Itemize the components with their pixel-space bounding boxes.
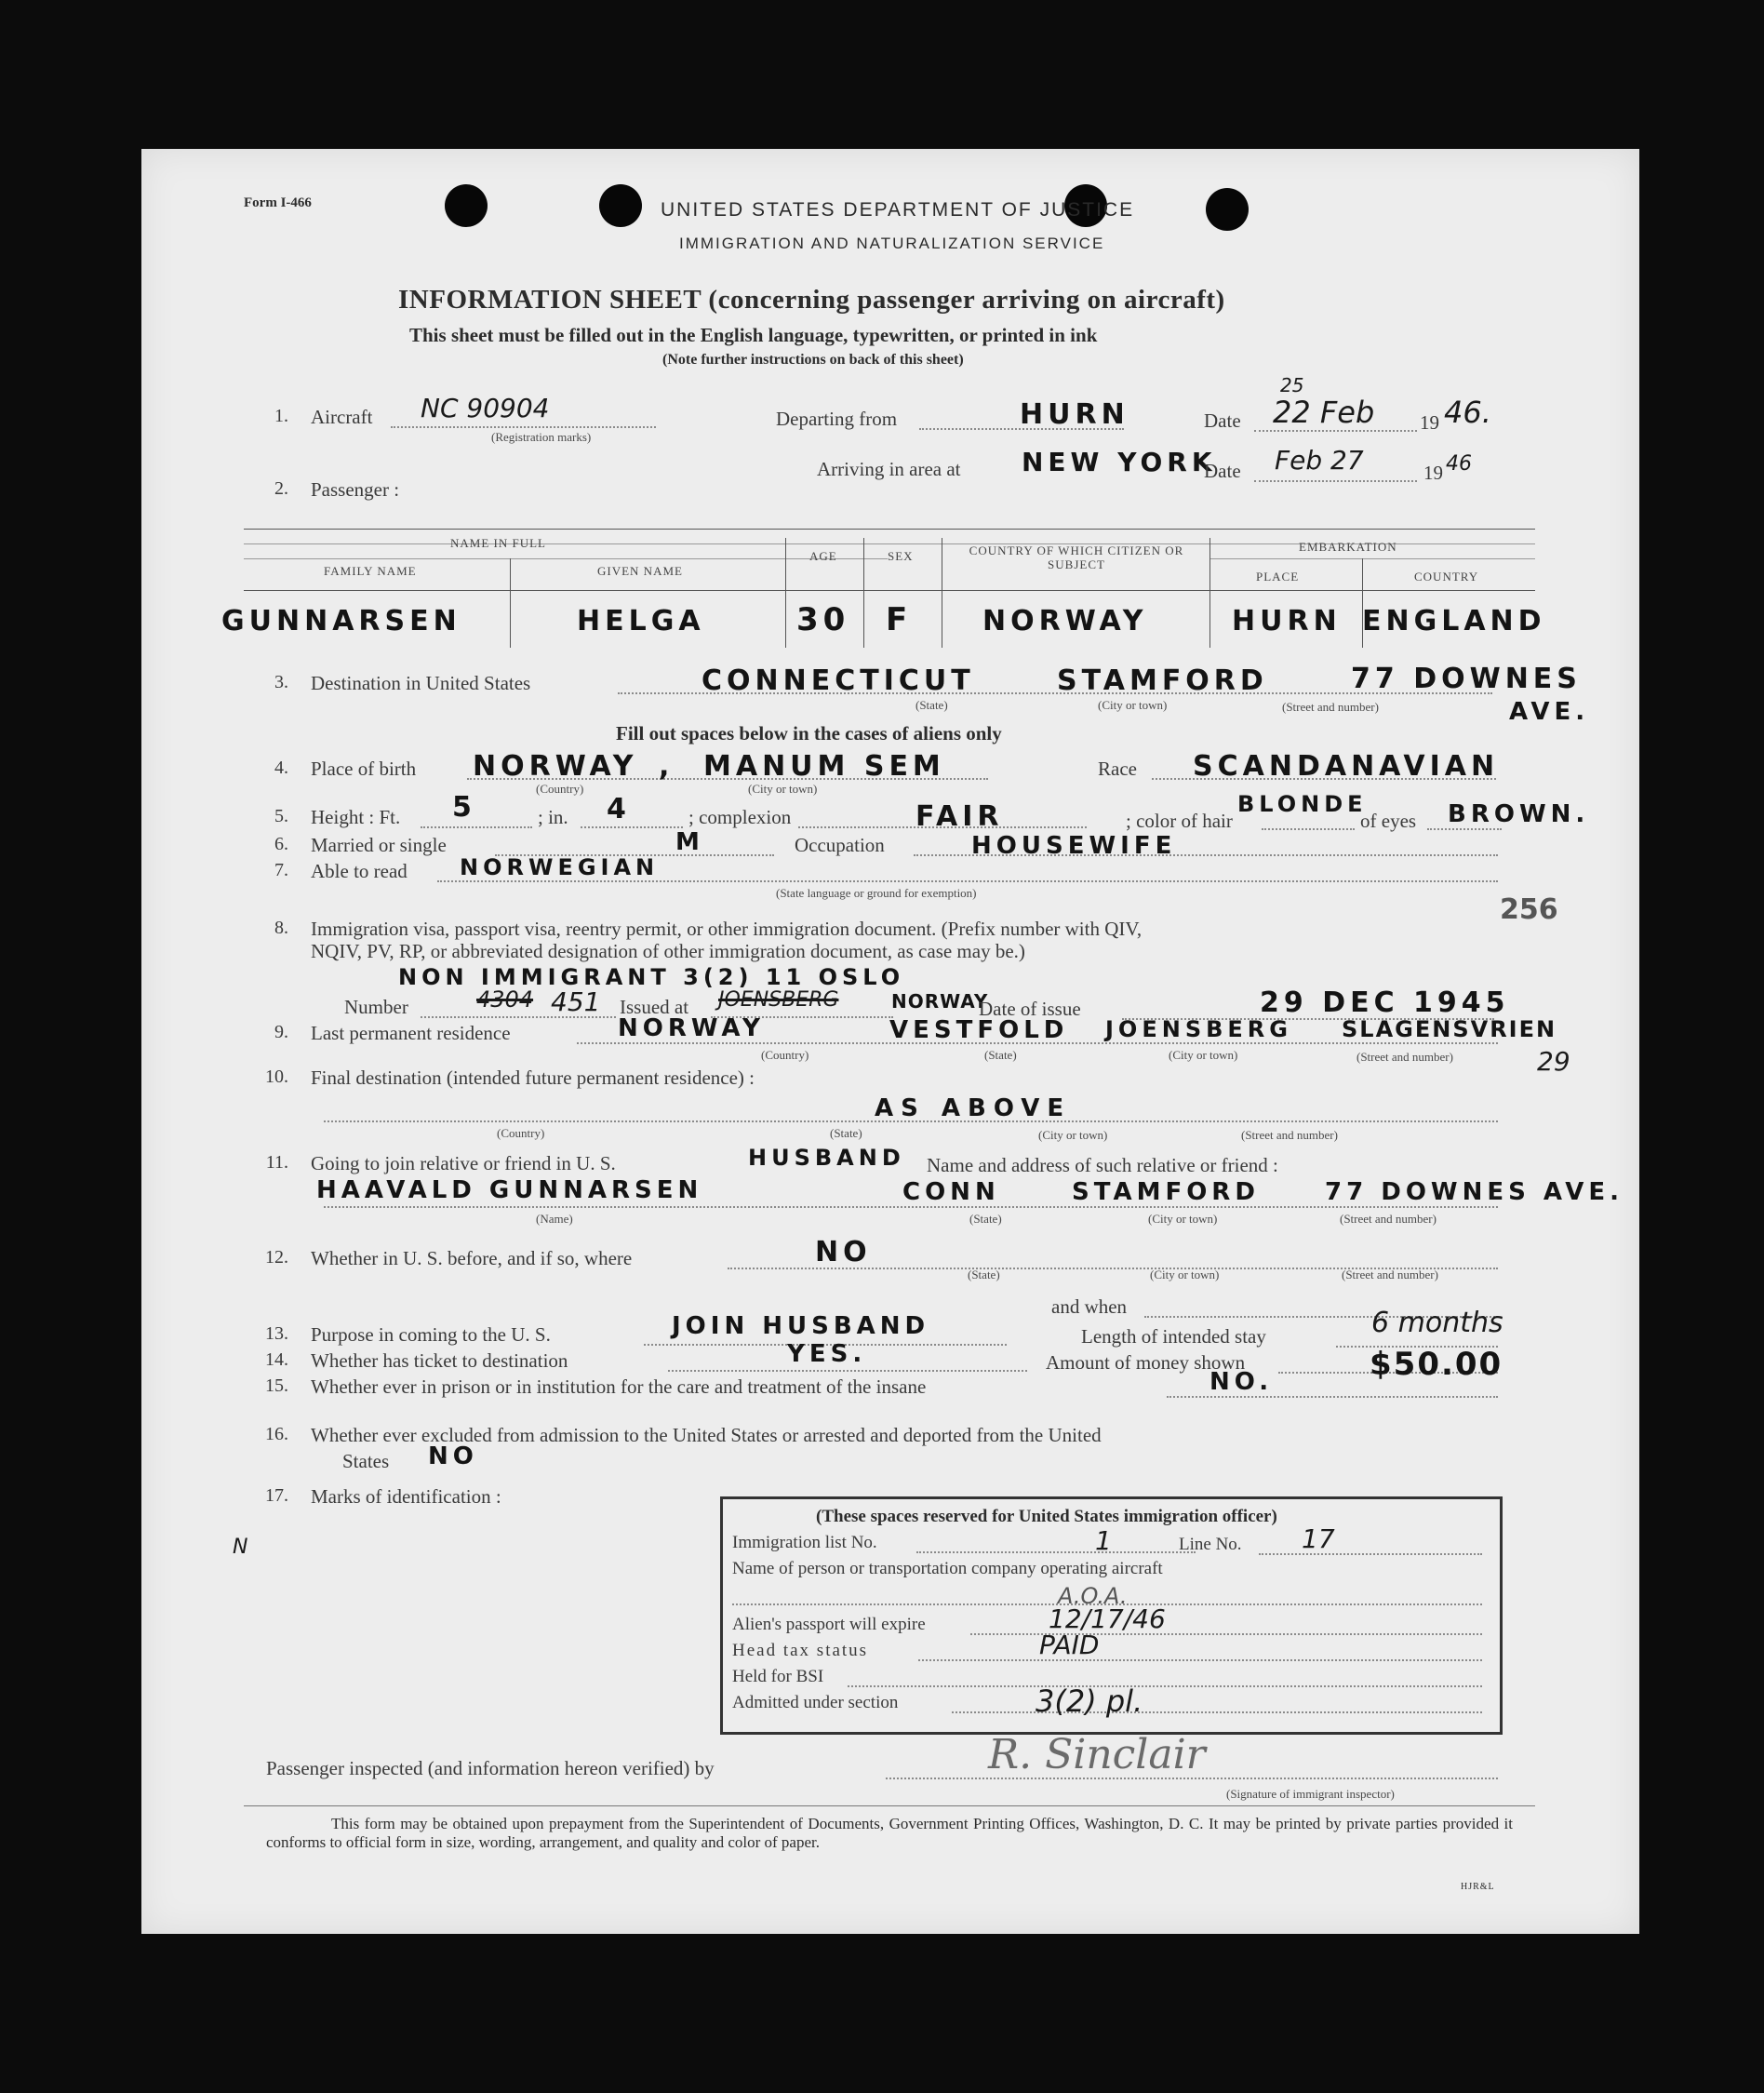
ticket-label: Whether has ticket to destination bbox=[311, 1349, 568, 1372]
given-name-value: HELGA bbox=[577, 605, 705, 637]
marks-note: N bbox=[233, 1536, 248, 1559]
excluded-label-2: States bbox=[342, 1450, 390, 1472]
relative-city-value: STAMFORD bbox=[1072, 1178, 1260, 1206]
dest-street-value-2: AVE. bbox=[1509, 698, 1590, 726]
visa-type-value: NON IMMIGRANT 3(2) 11 OSLO bbox=[398, 964, 905, 990]
item-number: 2. bbox=[274, 478, 288, 499]
in-us-before-label: Whether in U. S. before, and if so, where bbox=[311, 1247, 633, 1269]
hair-label: ; color of hair bbox=[1126, 810, 1233, 832]
going-to-join-label: Going to join relative or friend in U. S. bbox=[311, 1152, 616, 1174]
immigration-visa-label-2: NQIV, PV, RP, or abbreviated designation of other immigration document, as case may be.) bbox=[311, 940, 1025, 962]
officer-box-title: (These spaces reserved for United States immigration officer) bbox=[816, 1507, 1277, 1526]
race-label: Race bbox=[1098, 758, 1137, 780]
country-citizen-header: COUNTRY OF WHICH CITIZEN OR SUBJECT bbox=[969, 543, 1184, 571]
arriving-at-label: Arriving in area at bbox=[817, 458, 961, 480]
arriving-at-value: NEW YORK bbox=[1022, 447, 1217, 477]
aircraft-value: NC 90904 bbox=[421, 393, 550, 423]
complexion-label: ; complexion bbox=[688, 806, 792, 828]
marks-of-identification-label: Marks of identification : bbox=[311, 1485, 501, 1508]
immigration-list-label: Immigration list No. bbox=[732, 1533, 877, 1552]
relative-street-caption: (Street and number) bbox=[1340, 1212, 1437, 1226]
visa-number-struck: 4304 bbox=[476, 986, 534, 1013]
immigration-list-value: 1 bbox=[1095, 1525, 1112, 1556]
age-header: AGE bbox=[809, 549, 837, 563]
item-number: 3. bbox=[274, 672, 288, 692]
final-city-caption: (City or town) bbox=[1038, 1128, 1108, 1142]
visa-reference-value: 256 bbox=[1500, 893, 1558, 926]
issued-at-struck: JOENSBERG bbox=[718, 988, 839, 1012]
dest-state-value: CONNECTICUT bbox=[702, 664, 975, 697]
item-number: 11. bbox=[265, 1152, 288, 1173]
aliens-only-heading: Fill out spaces below in the cases of aliens only bbox=[616, 722, 1002, 745]
punch-hole bbox=[1206, 188, 1249, 231]
money-value: $50.00 bbox=[1370, 1346, 1503, 1383]
departure-date-correction: 25 bbox=[1280, 374, 1304, 396]
final-country-caption: (Country) bbox=[497, 1126, 545, 1140]
destination-label: Destination in United States bbox=[311, 672, 531, 694]
money-label: Amount of money shown bbox=[1046, 1351, 1246, 1374]
footer-text: This form may be obtained upon prepayment from the Superintendent of Documents, Government Printing Offices, Washington, D. C. It may be printed by private parties provided it conforms to official form in size, wording, arrangement, and quality and color of paper. bbox=[266, 1815, 1513, 1851]
item-number: 8. bbox=[274, 918, 288, 938]
arrival-date-label: Date bbox=[1204, 460, 1241, 482]
signature-caption: (Signature of immigrant inspector) bbox=[1226, 1787, 1395, 1801]
punch-hole bbox=[445, 184, 488, 227]
res-street-caption: (Street and number) bbox=[1356, 1050, 1453, 1064]
admitted-under-label: Admitted under section bbox=[732, 1693, 899, 1712]
in-us-city-caption: (City or town) bbox=[1150, 1268, 1220, 1281]
occupation-value: HOUSEWIFE bbox=[971, 832, 1177, 860]
departure-date-value: 22 Feb bbox=[1273, 395, 1375, 430]
state-language-caption: (State language or ground for exemption) bbox=[776, 886, 977, 900]
height-ft-value: 5 bbox=[452, 791, 476, 824]
departure-year-value: 46. bbox=[1444, 395, 1491, 430]
hair-value: BLONDE bbox=[1237, 791, 1368, 817]
dest-street-value: 77 DOWNES bbox=[1351, 663, 1582, 695]
final-destination-value: AS ABOVE bbox=[875, 1094, 1072, 1122]
excluded-label: Whether ever excluded from admission to the United States or arrested and deported from the United bbox=[311, 1424, 1102, 1446]
given-name-header: GIVEN NAME bbox=[597, 564, 683, 578]
operator-label: Name of person or transportation company operating aircraft bbox=[732, 1559, 1163, 1578]
dest-state-caption: (State) bbox=[915, 698, 948, 712]
final-state-caption: (State) bbox=[830, 1126, 862, 1140]
item-number: 14. bbox=[265, 1349, 288, 1370]
place-of-birth-label: Place of birth bbox=[311, 758, 417, 780]
sex-header: SEX bbox=[888, 549, 914, 563]
age-value: 30 bbox=[796, 601, 850, 638]
relative-state-value: CONN bbox=[902, 1178, 1000, 1206]
dest-street-caption: (Street and number) bbox=[1282, 700, 1379, 714]
item-number: 4. bbox=[274, 758, 288, 778]
departing-from-value: HURN bbox=[1020, 398, 1129, 431]
able-to-read-label: Able to read bbox=[311, 860, 408, 882]
passport-expire-value: 12/17/46 bbox=[1049, 1603, 1166, 1634]
name-and-address-label: Name and address of such relative or friend : bbox=[927, 1154, 1278, 1176]
ticket-value: YES. bbox=[787, 1340, 867, 1368]
marital-value: M bbox=[675, 828, 704, 856]
printer-mark: HJR&L bbox=[1461, 1882, 1495, 1892]
item-number: 16. bbox=[265, 1424, 288, 1444]
last-residence-label: Last permanent residence bbox=[311, 1022, 511, 1044]
item-number: 5. bbox=[274, 806, 288, 826]
item-number: 13. bbox=[265, 1323, 288, 1344]
height-in-label: ; in. bbox=[538, 806, 568, 828]
date-of-issue-label: Date of issue bbox=[979, 998, 1081, 1020]
length-of-stay-value: 6 months bbox=[1371, 1307, 1503, 1339]
arrival-year-prefix: 19 bbox=[1423, 462, 1443, 484]
prison-label: Whether ever in prison or in institution for the care and treatment of the insane bbox=[311, 1375, 927, 1398]
relative-state-caption: (State) bbox=[969, 1212, 1002, 1226]
res-street-value: SLAGENSVRIEN bbox=[1342, 1016, 1557, 1042]
registration-marks-caption: (Registration marks) bbox=[491, 430, 592, 444]
line-no-value: 17 bbox=[1302, 1523, 1335, 1554]
departure-date-label: Date bbox=[1204, 409, 1241, 432]
res-state-value: VESTFOLD bbox=[889, 1016, 1069, 1044]
name-in-full-header: NAME IN FULL bbox=[450, 536, 546, 550]
officer-box bbox=[720, 1496, 1503, 1735]
item-number: 6. bbox=[274, 834, 288, 854]
and-when-label: and when bbox=[1051, 1295, 1128, 1318]
res-street-number-value: 29 bbox=[1537, 1046, 1570, 1077]
res-state-caption: (State) bbox=[984, 1048, 1017, 1062]
form-sheet bbox=[141, 149, 1639, 1934]
in-us-before-value: NO bbox=[815, 1236, 872, 1268]
joining-value: HUSBAND bbox=[748, 1145, 905, 1171]
embark-country-value: ENGLAND bbox=[1362, 605, 1546, 637]
relative-name-caption: (Name) bbox=[536, 1212, 573, 1226]
passport-expire-label: Alien's passport will expire bbox=[732, 1615, 926, 1634]
embark-country-header: COUNTRY bbox=[1414, 570, 1479, 584]
item-number: 17. bbox=[265, 1485, 288, 1506]
relative-name-value: HAAVALD GUNNARSEN bbox=[316, 1176, 703, 1204]
excluded-value: NO bbox=[428, 1442, 478, 1470]
form-title: INFORMATION SHEET (concerning passenger arriving on aircraft) bbox=[398, 285, 1225, 315]
inspected-by-label: Passenger inspected (and information hereon verified) by bbox=[266, 1757, 715, 1779]
head-tax-label: Head tax status bbox=[732, 1641, 869, 1660]
date-of-issue-value: 29 DEC 1945 bbox=[1260, 986, 1510, 1019]
res-country-caption: (Country) bbox=[761, 1048, 809, 1062]
res-city-caption: (City or town) bbox=[1169, 1048, 1238, 1062]
sex-value: F bbox=[886, 601, 913, 638]
family-name-header: FAMILY NAME bbox=[324, 564, 417, 578]
height-ft-label: Height : Ft. bbox=[311, 806, 401, 828]
passenger-label: Passenger : bbox=[311, 478, 400, 501]
form-note: (Note further instructions on back of this sheet) bbox=[662, 352, 964, 368]
dest-city-value: STAMFORD bbox=[1057, 664, 1268, 697]
item-number: 9. bbox=[274, 1022, 288, 1042]
res-country-value: NORWAY bbox=[618, 1014, 765, 1042]
punch-hole bbox=[599, 184, 642, 227]
departing-from-label: Departing from bbox=[776, 408, 898, 430]
citizen-of-value: NORWAY bbox=[982, 605, 1148, 637]
relative-street-value: 77 DOWNES AVE. bbox=[1325, 1178, 1624, 1206]
line-no-label: Line No. bbox=[1179, 1535, 1242, 1554]
aircraft-label: Aircraft bbox=[311, 406, 373, 428]
occupation-label: Occupation bbox=[795, 834, 885, 856]
birth-country-caption: (Country) bbox=[536, 782, 584, 796]
height-in-value: 4 bbox=[607, 793, 631, 825]
birth-country-value: NORWAY bbox=[473, 750, 638, 783]
embarkation-header: EMBARKATION bbox=[1299, 540, 1397, 554]
item-number: 12. bbox=[265, 1247, 288, 1268]
item-number: 7. bbox=[274, 860, 288, 880]
admitted-under-value: 3(2) pl. bbox=[1036, 1684, 1143, 1719]
agency-name: UNITED STATES DEPARTMENT OF JUSTICE bbox=[661, 199, 1135, 221]
final-street-caption: (Street and number) bbox=[1241, 1128, 1338, 1142]
visa-number-label: Number bbox=[344, 996, 408, 1018]
dest-city-caption: (City or town) bbox=[1098, 698, 1168, 712]
item-number: 15. bbox=[265, 1375, 288, 1396]
race-value: SCANDANAVIAN bbox=[1193, 750, 1500, 783]
inspector-signature: R. Sinclair bbox=[988, 1731, 1206, 1778]
head-tax-value: PAID bbox=[1039, 1630, 1100, 1660]
embark-place-value: HURN bbox=[1232, 605, 1342, 637]
issued-at-value: NORWAY bbox=[891, 990, 989, 1013]
relative-city-caption: (City or town) bbox=[1148, 1212, 1218, 1226]
in-us-street-caption: (Street and number) bbox=[1342, 1268, 1438, 1281]
birth-city-value: MANUM SEM bbox=[703, 750, 945, 783]
form-subtitle: This sheet must be filled out in the English language, typewritten, or printed in ink bbox=[409, 324, 1098, 346]
eyes-value: BROWN. bbox=[1448, 800, 1590, 828]
issued-at-label: Issued at bbox=[620, 996, 689, 1018]
visa-number-value: 451 bbox=[551, 986, 601, 1017]
immigration-visa-label: Immigration visa, passport visa, reentry permit, or other immigration document. (Prefix number with QIV, bbox=[311, 918, 1143, 940]
arrival-year-value: 46 bbox=[1446, 452, 1472, 476]
item-number: 1. bbox=[274, 406, 288, 426]
held-for-bsi-label: Held for BSI bbox=[732, 1667, 824, 1686]
birth-separator: , bbox=[659, 750, 675, 783]
reads-value: NORWEGIAN bbox=[460, 854, 660, 880]
res-city-value: JOENSBERG bbox=[1105, 1016, 1292, 1042]
operator-value: A.O.A. bbox=[1058, 1583, 1128, 1609]
purpose-value: JOIN HUSBAND bbox=[672, 1312, 930, 1340]
form-number: Form I-466 bbox=[244, 195, 312, 210]
item-number: 10. bbox=[265, 1067, 288, 1087]
final-destination-label: Final destination (intended future permanent residence) : bbox=[311, 1067, 755, 1089]
departure-year-prefix: 19 bbox=[1420, 411, 1439, 434]
purpose-label: Purpose in coming to the U. S. bbox=[311, 1323, 551, 1346]
in-us-state-caption: (State) bbox=[968, 1268, 1000, 1281]
birth-city-caption: (City or town) bbox=[748, 782, 818, 796]
prison-value: NO. bbox=[1209, 1368, 1274, 1396]
service-name: IMMIGRATION AND NATURALIZATION SERVICE bbox=[679, 235, 1105, 252]
eyes-label: of eyes bbox=[1360, 810, 1417, 832]
length-of-stay-label: Length of intended stay bbox=[1081, 1325, 1266, 1348]
embark-place-header: PLACE bbox=[1256, 570, 1300, 584]
family-name-value: GUNNARSEN bbox=[221, 605, 461, 637]
arrival-date-value: Feb 27 bbox=[1275, 445, 1364, 476]
complexion-value: FAIR bbox=[915, 800, 1004, 833]
married-label: Married or single bbox=[311, 834, 447, 856]
